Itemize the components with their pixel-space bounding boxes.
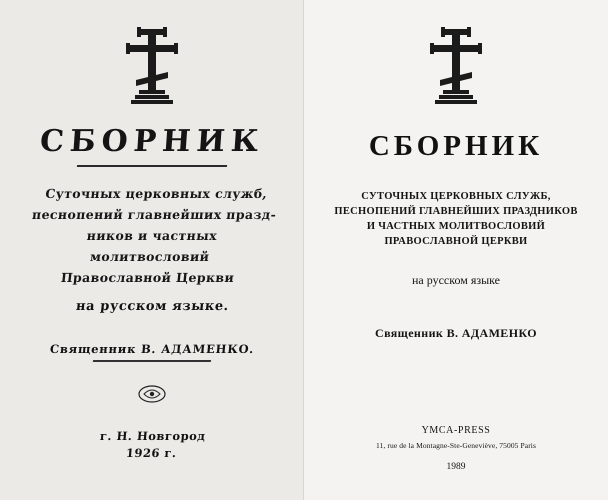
page-title: СБОРНИК bbox=[368, 130, 544, 162]
imprint-block bbox=[304, 425, 608, 472]
subtitle-line: песнопений главнейших празд- bbox=[31, 207, 278, 222]
author-line: Священник В. АДАМЕНКО bbox=[375, 326, 537, 340]
imprint-block bbox=[0, 428, 305, 462]
year-line: 1989 bbox=[446, 462, 466, 472]
printer-ornament-icon bbox=[138, 384, 166, 404]
subtitle-line: ПРАВОСЛАВНОЙ ЦЕРКВИ bbox=[384, 236, 528, 247]
author-line: Священник В. АДАМЕНКО. bbox=[49, 342, 255, 356]
page-title: СБОРНИК bbox=[38, 124, 266, 159]
orthodox-cross-icon bbox=[421, 22, 491, 106]
subtitle-line: СУТОЧНЫХ ЦЕРКОВНЫХ СЛУЖБ, bbox=[361, 191, 551, 202]
language-line: на русском языке. bbox=[74, 299, 230, 314]
subtitle-line: Суточных церковных служб, bbox=[44, 186, 269, 201]
address-line: 11, rue de la Montagne-Ste-Geneviève, 75005 Paris bbox=[376, 441, 536, 450]
subtitle-line: Православной Церкви bbox=[60, 270, 236, 285]
orthodox-cross-icon bbox=[117, 22, 187, 106]
subtitle-line: ников и частных молитвословий bbox=[86, 228, 218, 264]
place-line: г. Н. Новгород bbox=[99, 429, 207, 443]
subtitle-line: ПЕСНОПЕНИЙ ГЛАВНЕЙШИХ ПРАЗДНИКОВ bbox=[334, 206, 578, 217]
year-line: 1926 г. bbox=[125, 446, 178, 460]
subtitle-block bbox=[331, 189, 581, 249]
author-underline bbox=[93, 360, 211, 362]
title-underline bbox=[77, 165, 227, 167]
publisher-line: YMCA-PRESS bbox=[421, 425, 491, 436]
subtitle-line: И ЧАСТНЫХ МОЛИТВОСЛОВИЙ bbox=[366, 221, 546, 232]
subtitle-block bbox=[21, 183, 282, 288]
right-title-page bbox=[304, 0, 608, 500]
language-line: на русском языке bbox=[411, 273, 500, 287]
